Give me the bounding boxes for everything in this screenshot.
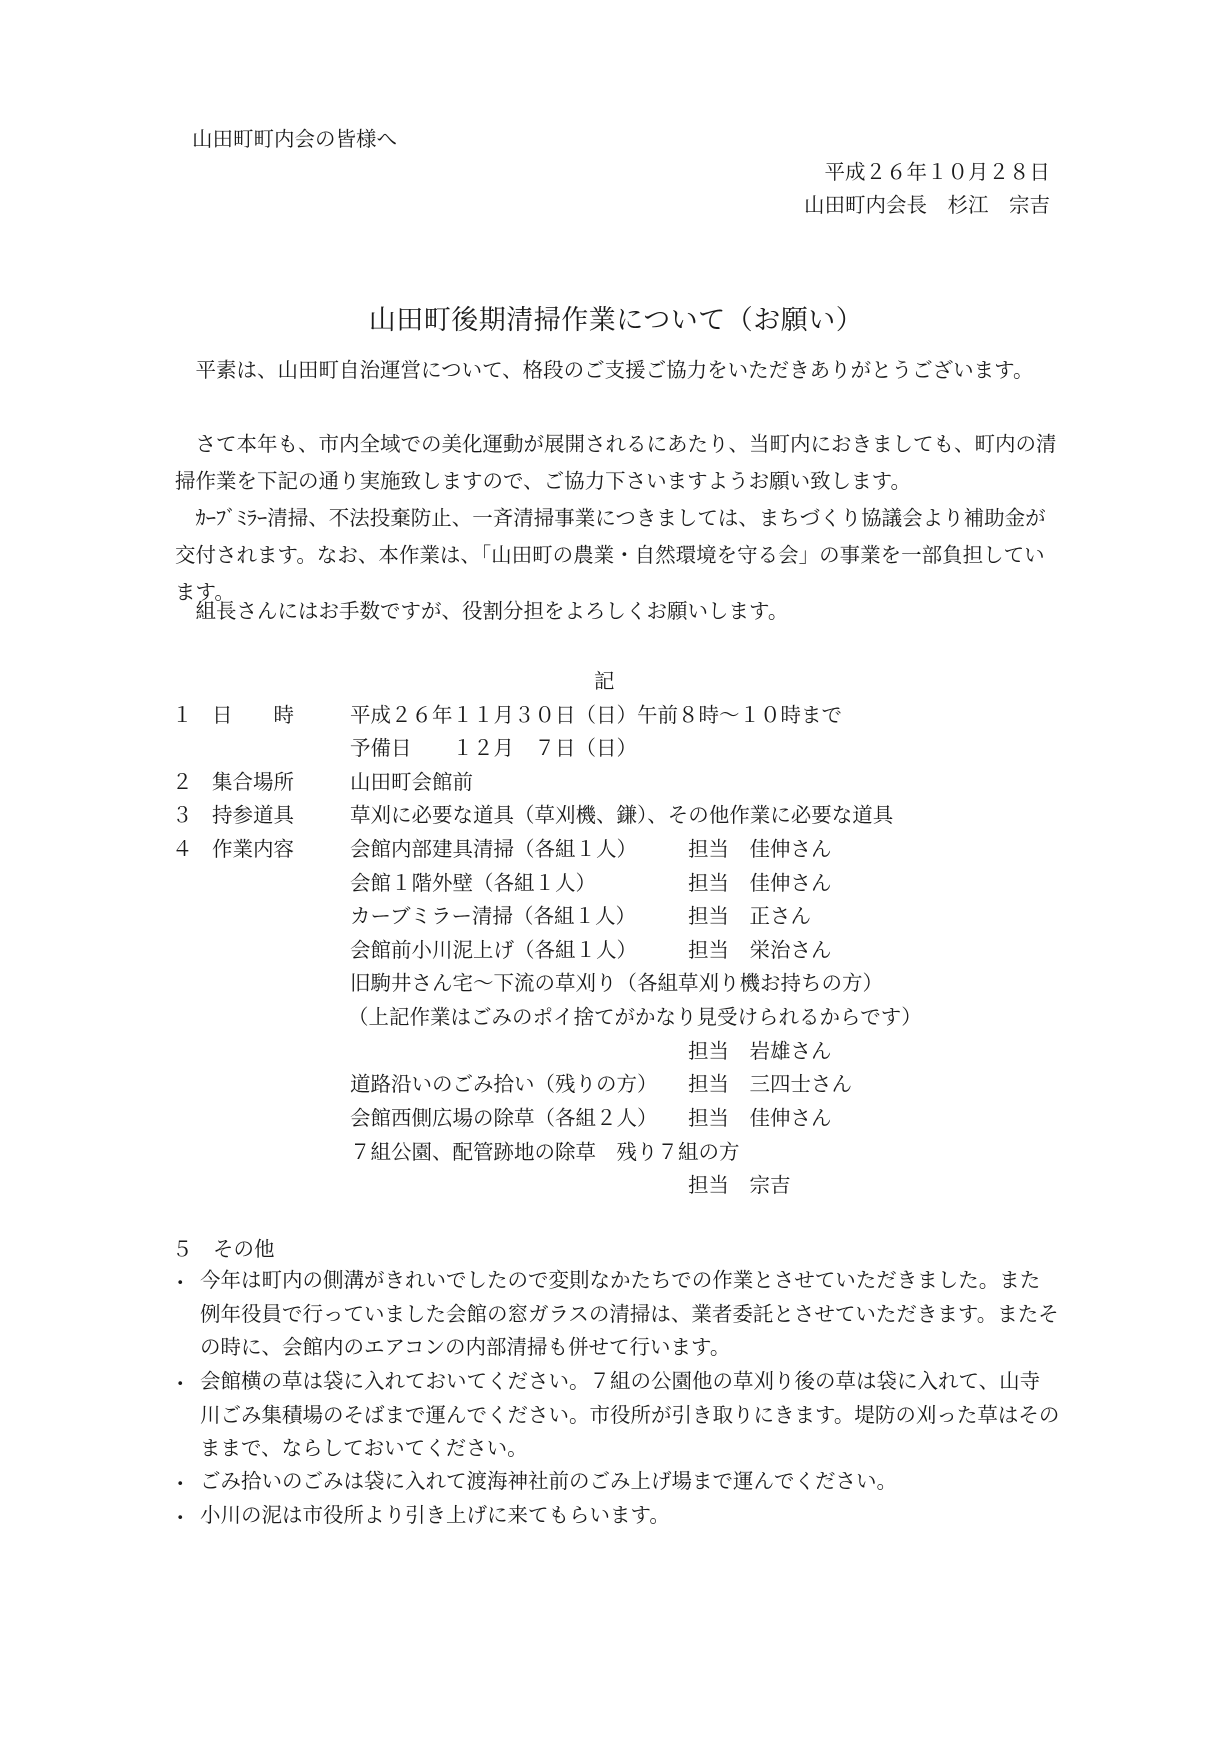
item-number-2: ２: [172, 770, 193, 794]
task-4: 会館前小川泥上げ（各組１人）: [350, 938, 637, 962]
note-1: 今年は町内の側溝がきれいでしたので変則なかたちでの作業とさせていただきました。また例年役員で行っていました会館の窓ガラスの清掃は、業者委託とさせていただきます。またその時に、会館内のエアコンの内部清掃も併せて行います。: [200, 1268, 1059, 1359]
addressee: 山田町町内会の皆様へ: [192, 127, 397, 151]
task-5-person: 担当 岩雄さん: [688, 1039, 832, 1063]
item-label-work: 作業内容: [212, 837, 294, 861]
note-bullet-1: ・: [170, 1271, 191, 1295]
task-1: 会館内部建具清掃（各組１人）: [350, 837, 637, 861]
task-8-person: 担当 宗吉: [688, 1173, 791, 1197]
task-5-note: （上記作業はごみのポイ捨てがかなり見受けられるからです）: [348, 1005, 922, 1029]
body-paragraph-3: ｶｰﾌﾞﾐﾗｰ清掃、不法投棄防止、一斉清掃事業につきましては、まちづくり協議会より補助金が交付されます。なお、本作業は、「山田町の農業・自然環境を守る会」の事業を一部負担しています。: [175, 506, 1046, 604]
task-1-person: 担当 佳伸さん: [688, 837, 832, 861]
note-bullet-3: ・: [170, 1472, 191, 1496]
body-paragraph-4: 組長さんにはお手数ですが、役割分担をよろしくお願いします。: [195, 599, 789, 623]
item-label-place: 集合場所: [212, 770, 294, 794]
task-3: カーブミラー清掃（各組１人）: [350, 904, 636, 928]
note-bullet-2: ・: [170, 1372, 191, 1396]
body-paragraph-2: さて本年も、市内全域での美化運動が展開されるにあたり、当町内におきましても、町内の清掃作業を下記の通り実施致しますので、ご協力下さいますようお願い致します。: [175, 432, 1057, 493]
other-heading: ５ その他: [172, 1237, 275, 1261]
item-value-place: 山田町会館前: [350, 770, 473, 794]
document-title: 山田町後期清掃作業について（お願い）: [368, 305, 864, 336]
item-number-1: １: [172, 703, 193, 727]
task-2-person: 担当 佳伸さん: [688, 871, 832, 895]
item-label-date: 日 時: [212, 703, 294, 727]
item-value-date: 平成２６年１１月３０日（日）午前８時～１０時まで: [350, 703, 842, 727]
task-2: 会館１階外壁（各組１人）: [350, 871, 596, 895]
body-paragraph-1: 平素は、山田町自治運営について、格段のご支援ご協力をいただきありがとうございます。: [195, 358, 1034, 382]
sender-name: 山田町内会長 杉江 宗吉: [804, 193, 1050, 217]
task-7-person: 担当 佳伸さん: [688, 1106, 832, 1130]
item-number-4: ４: [172, 837, 193, 861]
note-4: 小川の泥は市役所より引き上げに来てもらいます。: [200, 1503, 670, 1527]
task-4-person: 担当 栄治さん: [688, 938, 832, 962]
document-date: 平成２６年１０月２８日: [824, 160, 1050, 184]
item-value-reserve-date: 予備日 １２月 ７日（日）: [350, 736, 637, 760]
task-3-person: 担当 正さん: [688, 904, 811, 928]
note-3: ごみ拾いのごみは袋に入れて渡海神社前のごみ上げ場まで運んでください。: [200, 1469, 897, 1493]
task-6-person: 担当 三四士さん: [688, 1072, 852, 1096]
task-6: 道路沿いのごみ拾い（残りの方）: [350, 1072, 658, 1096]
note-bullet-4: ・: [170, 1506, 191, 1530]
task-8: ７組公園、配管跡地の除草 残り７組の方: [350, 1140, 740, 1164]
item-value-tools: 草刈に必要な道具（草刈機、鎌）、その他作業に必要な道具: [350, 803, 894, 827]
item-label-tools: 持参道具: [212, 803, 294, 827]
task-5: 旧駒井さん宅～下流の草刈り（各組草刈り機お持ちの方）: [350, 971, 883, 995]
item-number-3: ３: [172, 803, 193, 827]
task-7: 会館西側広場の除草（各組２人）: [350, 1106, 658, 1130]
ki-heading: 記: [594, 669, 615, 693]
note-2: 会館横の草は袋に入れておいてください。７組の公園他の草刈り後の草は袋に入れて、山寺川ごみ集積場のそばまで運んでください。市役所が引き取りにきます。堤防の刈った草はそのままで、ならしておいてください。: [200, 1369, 1060, 1460]
